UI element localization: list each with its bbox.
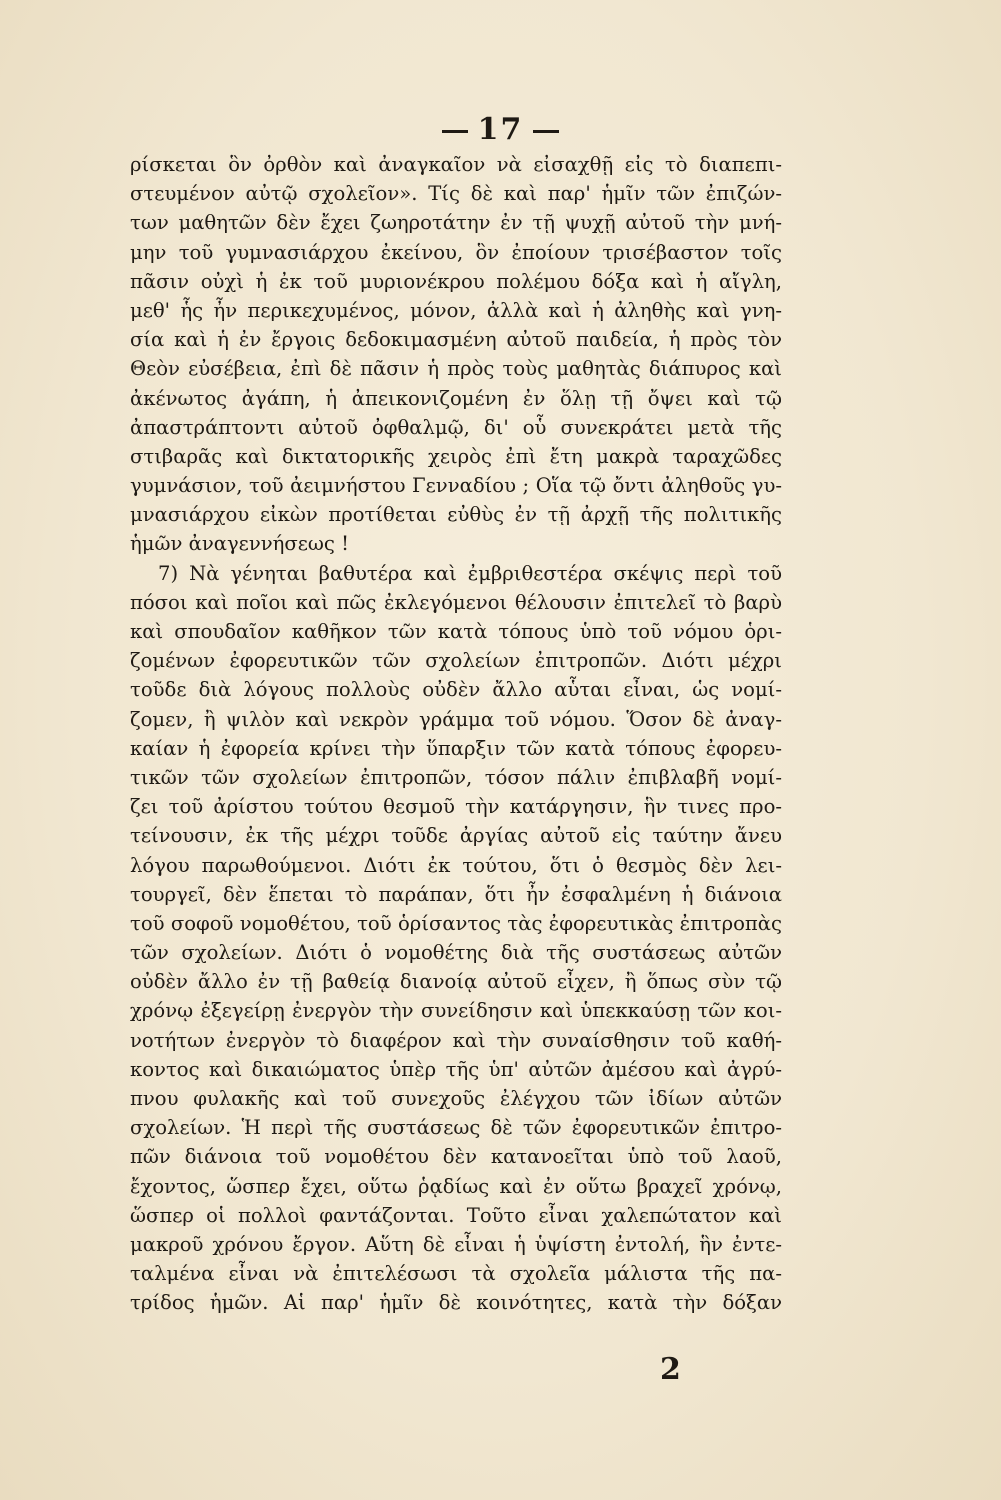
text-line: γυμνάσιον, τοῦ ἀειμνήστου Γενναδίου ; Οἵα τῷ ὄντι ἀληθοῦς γυ- (130, 474, 782, 498)
text-line: τοῦδε διὰ λόγους πολλοὺς οὐδὲν ἄλλο αὗται εἶναι, ὡς νομί- (130, 678, 782, 702)
text-line: ρίσκεται ὃν ὀρθὸν καὶ ἀναγκαῖον νὰ εἰσαχθῇ εἰς τὸ διαπεπι- (130, 153, 782, 176)
header-dash-left (442, 130, 468, 133)
text-line: ζομεν, ἢ ψιλὸν καὶ νεκρὸν γράμμα τοῦ νόμου. Ὅσον δὲ ἀναγ- (130, 707, 782, 731)
text-line: ἔχοντος, ὥσπερ ἔχει, οὕτω ῥᾳδίως καὶ ἐν οὕτω βραχεῖ χρόνῳ, (130, 1174, 782, 1198)
text-line: πόσοι καὶ ποῖοι καὶ πῶς ἐκλεγόμενοι θέλουσιν ἐπιτελεῖ τὸ βαρὺ (130, 590, 782, 614)
text-line: τουργεῖ, δὲν ἕπεται τὸ παράπαν, ὅτι ἦν ἐσφαλμένη ἡ διάνοια (130, 882, 782, 906)
text-line: χρόνῳ ἐξεγείρῃ ἐνεργὸν τὴν συνείδησιν καὶ ὑπεκκαύσῃ τῶν κοι- (130, 999, 782, 1023)
signature-mark: 2 (660, 1352, 681, 1387)
text-line: κοντος καὶ δικαιώματος ὑπὲρ τῆς ὑπ' αὐτῶν ἀμέσου καὶ ἀγρύ- (130, 1057, 782, 1081)
text-line: ταλμένα εἶναι νὰ ἐπιτελέσωσι τὰ σχολεῖα μάλιστα τῆς πα- (130, 1262, 782, 1286)
text-line: οὐδὲν ἄλλο ἐν τῇ βαθείᾳ διανοίᾳ αὐτοῦ εἶχεν, ἢ ὅπως σὺν τῷ (130, 970, 782, 994)
paragraph-start-line: 7) Νὰ γένηται βαθυτέρα καὶ ἐμβριθεστέρα σκέψις περὶ τοῦ (158, 561, 782, 585)
text-line: σχολείων. Ἡ περὶ τῆς συστάσεως δὲ τῶν ἐφορευτικῶν ἐπιτρο- (130, 1116, 782, 1140)
paragraph-end-line: ἡμῶν ἀναγεννήσεως ! (130, 532, 349, 556)
page-number: 17 (477, 112, 524, 147)
text-line: ἀπαστράπτοντι αὐτοῦ ὀφθαλμῷ, δι' οὗ συνεκράτει μετὰ τῆς (130, 415, 782, 439)
text-line: τῶν σχολείων. Διότι ὁ νομοθέτης διὰ τῆς συστάσεως αὐτῶν (130, 941, 782, 965)
text-line: τοῦ σοφοῦ νομοθέτου, τοῦ ὁρίσαντος τὰς ἐφορευτικὰς ἐπιτροπὰς (130, 911, 782, 935)
text-line: λόγου παρωθούμενοι. Διότι ἐκ τούτου, ὅτι ὁ θεσμὸς δὲν λει- (130, 853, 782, 877)
text-line: μνασιάρχου εἰκὼν προτίθεται εὐθὺς ἐν τῇ ἀρχῇ τῆς πολιτικῆς (130, 503, 782, 527)
text-line: σία καὶ ἡ ἐν ἔργοις δεδοκιμασμένη αὐτοῦ παιδεία, ἡ πρὸς τὸν (130, 328, 782, 352)
text-line: πᾶσιν οὐχὶ ἡ ἐκ τοῦ μυριονέκρου πολέμου δόξα καὶ ἡ αἴγλη, (130, 269, 782, 293)
text-line: καὶ σπουδαῖον καθῆκον τῶν κατὰ τόπους ὑπὸ τοῦ νόμου ὁρι- (130, 620, 782, 643)
text-line: τείνουσιν, ἐκ τῆς μέχρι τοῦδε ἀργίας αὐτοῦ εἰς ταύτην ἄνευ (130, 824, 782, 848)
text-line: μην τοῦ γυμνασιάρχου ἐκείνου, ὃν ἐποίουν τρισέβαστον τοῖς (130, 240, 782, 264)
text-line: μεθ' ἧς ἦν περικεχυμένος, μόνον, ἀλλὰ καὶ ἡ ἀληθὴς καὶ γνη- (130, 298, 782, 322)
text-line: πνου φυλακῆς καὶ τοῦ συνεχοῦς ἐλέγχου τῶν ἰδίων αὐτῶν (130, 1087, 782, 1110)
body-text (130, 150, 782, 1318)
text-line: μακροῦ χρόνου ἔργον. Αὕτη δὲ εἶναι ἡ ὑψίστη ἐντολή, ἣν ἐντε- (130, 1232, 782, 1256)
text-line: πῶν διάνοια τοῦ νομοθέτου δὲν κατανοεῖται ὑπὸ τοῦ λαοῦ, (130, 1145, 782, 1169)
header-dash-right (533, 130, 559, 133)
page-header (0, 112, 1001, 147)
text-line: τρίδος ἡμῶν. Αἱ παρ' ἡμῖν δὲ κοινότητες, κατὰ τὴν δόξαν (130, 1291, 782, 1315)
text-line: ζομένων ἐφορευτικῶν τῶν σχολείων ἐπιτροπῶν. Διότι μέχρι (130, 649, 782, 673)
text-line: τικῶν τῶν σχολείων ἐπιτροπῶν, τόσον πάλιν ἐπιβλαβῆ νομί- (130, 765, 782, 789)
text-line: ὥσπερ οἱ πολλοὶ φαντάζονται. Τοῦτο εἶναι χαλεπώτατον καὶ (130, 1203, 782, 1227)
text-line: καίαν ἡ ἐφορεία κρίνει τὴν ὕπαρξιν τῶν κατὰ τόπους ἐφορευ- (130, 736, 782, 760)
text-line: των μαθητῶν δὲν ἔχει ζωηροτάτην ἐν τῇ ψυχῇ αὐτοῦ τὴν μνή- (130, 211, 782, 235)
text-line: Θεὸν εὐσέβεια, ἐπὶ δὲ πᾶσιν ἡ πρὸς τοὺς μαθητὰς διάπυρος καὶ (130, 357, 782, 381)
text-line: ἀκένωτος ἀγάπη, ἡ ἀπεικονιζομένη ἐν ὅλῃ τῇ ὄψει καὶ τῷ (130, 386, 782, 410)
text-line: ζει τοῦ ἀρίστου τούτου θεσμοῦ τὴν κατάργησιν, ἣν τινες προ- (130, 795, 782, 819)
text-line: στευμένον αὐτῷ σχολεῖον». Τίς δὲ καὶ παρ' ἡμῖν τῶν ἐπιζών- (130, 182, 782, 206)
text-line: στιβαρᾶς καὶ δικτατορικῆς χειρὸς ἐπὶ ἔτη μακρὰ ταραχῶδες (130, 444, 782, 468)
text-line: νοτήτων ἐνεργὸν τὸ διαφέρον καὶ τὴν συναίσθησιν τοῦ καθή- (130, 1028, 782, 1052)
